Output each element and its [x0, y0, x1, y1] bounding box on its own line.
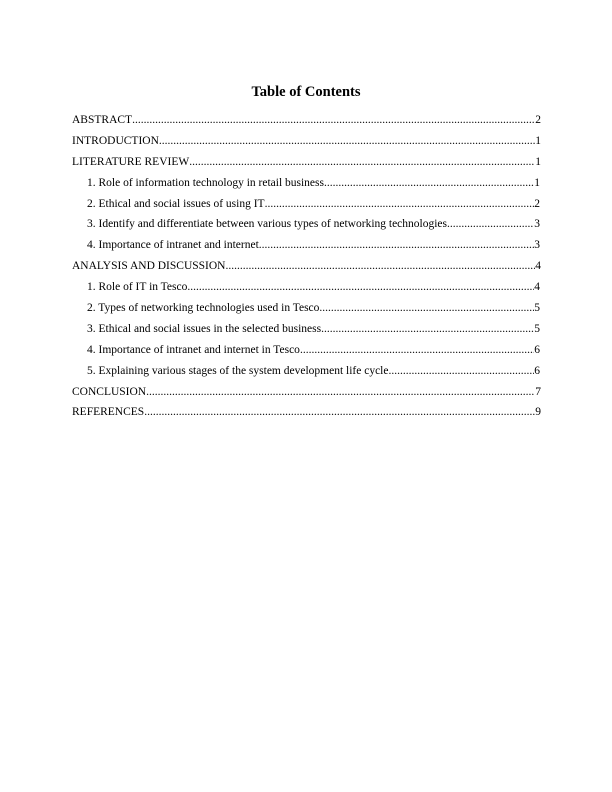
dot-leader	[144, 405, 535, 419]
toc-entry-text: REFERENCES	[72, 406, 145, 419]
toc-entry-page: 6	[534, 364, 540, 377]
dot-leader	[300, 343, 534, 357]
toc-entry-lr-4[interactable]	[72, 238, 540, 259]
toc-entry-text: 1. Role of information technology in retail business	[87, 176, 324, 189]
toc-entry-page: 2	[534, 197, 540, 210]
toc-entry-text: 4. Importance of intranet and internet	[87, 239, 259, 252]
toc-entry-lr-1[interactable]	[72, 176, 540, 197]
toc-entry-text: 5. Explaining various stages of the system development life cycle	[87, 364, 389, 377]
toc-entry-page: 7	[535, 385, 541, 398]
dot-leader	[324, 176, 534, 190]
toc-entry-abstract[interactable]	[72, 113, 541, 134]
toc-entry-conclusion[interactable]	[72, 385, 541, 406]
toc-entry-page: 9	[535, 406, 541, 419]
toc-entry-page: 1	[534, 176, 540, 189]
toc-entry-text: 2. Ethical and social issues of using IT	[87, 197, 265, 210]
dot-leader	[321, 322, 534, 336]
toc-entry-text: 3. Identify and differentiate between various types of networking technologies	[87, 218, 448, 231]
toc-entry-page: 5	[534, 302, 540, 315]
toc-entry-page: 1	[535, 155, 541, 168]
toc-entry-ad-2[interactable]	[72, 301, 540, 322]
toc-title: Table of Contents	[251, 84, 361, 100]
toc-entry-literature-review[interactable]	[72, 155, 541, 176]
dot-leader	[265, 197, 535, 211]
dot-leader	[388, 364, 534, 378]
toc-entry-ad-3[interactable]	[72, 322, 540, 343]
toc-entry-text: INTRODUCTION	[72, 134, 159, 147]
dot-leader	[259, 238, 534, 252]
toc-entry-text: ANALYSIS AND DISCUSSION	[72, 260, 226, 273]
toc-entry-page: 3	[534, 239, 540, 252]
toc-entry-page: 3	[534, 218, 540, 231]
toc-entry-text: CONCLUSION	[72, 385, 147, 398]
dot-leader	[319, 301, 534, 315]
toc-entry-page: 4	[535, 260, 541, 273]
toc-entry-text: LITERATURE REVIEW	[72, 155, 190, 168]
dot-leader	[159, 134, 535, 148]
toc-entry-text: 3. Ethical and social issues in the selected business	[87, 322, 322, 335]
toc-entry-ad-4[interactable]	[72, 343, 540, 364]
dot-leader	[447, 217, 534, 231]
toc-entry-page: 1	[535, 134, 541, 147]
toc-entry-page: 2	[535, 114, 541, 126]
dot-leader	[225, 259, 535, 273]
toc-entry-text: ABSTRACT	[72, 114, 133, 126]
toc-entry-page: 5	[534, 322, 540, 335]
toc-entry-text: 2. Types of networking technologies used in Tesco	[87, 302, 320, 315]
toc-entry-references[interactable]	[72, 405, 541, 426]
toc-entry-text: 4. Importance of intranet and internet in Tesco	[87, 343, 300, 356]
toc-entry-lr-2[interactable]	[72, 197, 540, 218]
toc-entry-ad-1[interactable]	[72, 280, 540, 301]
dot-leader	[132, 113, 535, 127]
toc-entry-lr-3[interactable]	[72, 217, 540, 238]
toc-entry-analysis-and-discussion[interactable]	[72, 259, 541, 280]
toc-entry-page: 4	[534, 281, 540, 294]
toc-list	[72, 113, 541, 426]
toc-entry-ad-5[interactable]	[72, 364, 540, 385]
toc-entry-text: 1. Role of IT in Tesco	[87, 281, 188, 294]
dot-leader	[189, 155, 535, 169]
toc-entry-introduction[interactable]	[72, 134, 541, 155]
dot-leader	[146, 385, 535, 399]
toc-entry-page: 6	[534, 343, 540, 356]
dot-leader	[187, 280, 534, 294]
